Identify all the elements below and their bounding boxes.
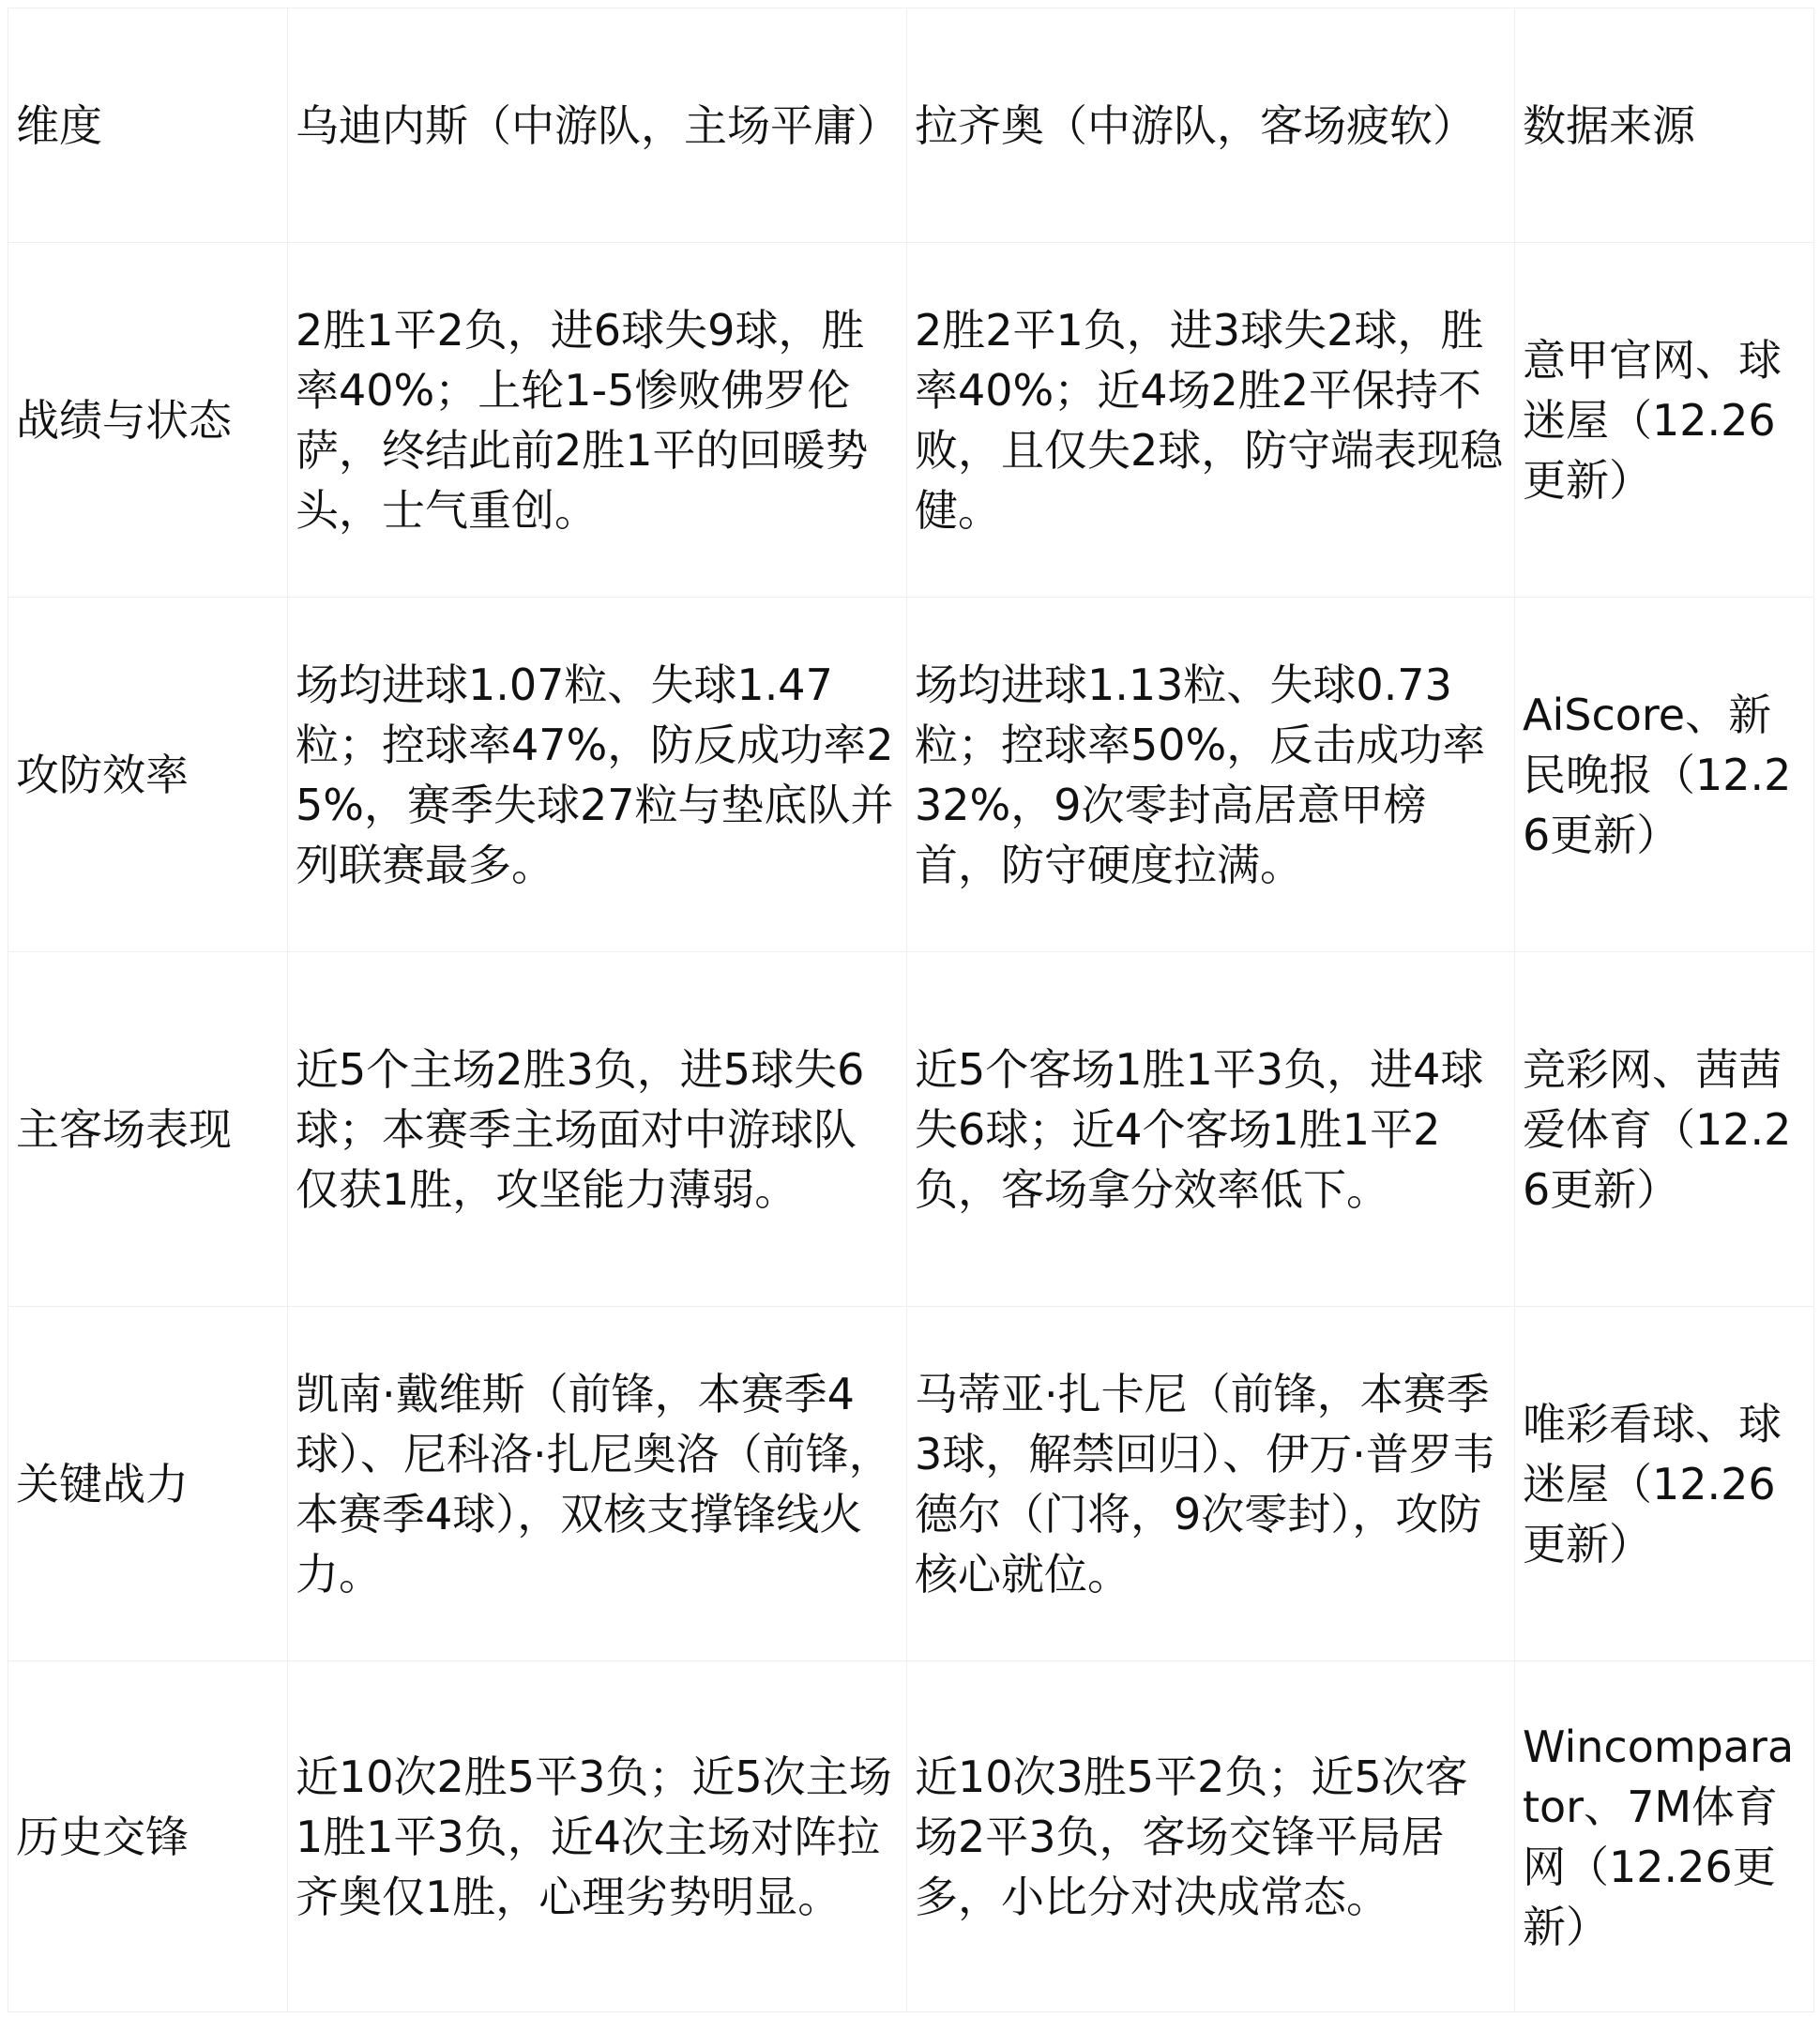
udinese-cell: 场均进球1.07粒、失球1.47粒；控球率47%，防反成功率25%，赛季失球27粒与垫底队并列联赛最多。 bbox=[288, 598, 907, 952]
lazio-cell: 近10次3胜5平2负；近5次客场2平3负，客场交锋平局居多，小比分对决成常态。 bbox=[907, 1661, 1515, 2012]
dimension-cell: 战绩与状态 bbox=[8, 243, 288, 598]
source-cell: Wincomparator、7M体育网（12.26更新） bbox=[1515, 1661, 1814, 2012]
source-cell: AiScore、新民晚报（12.26更新） bbox=[1515, 598, 1814, 952]
table-row bbox=[8, 1307, 1814, 1661]
lazio-cell: 场均进球1.13粒、失球0.73粒；控球率50%，反击成功率32%，9次零封高居意甲榜首，防守硬度拉满。 bbox=[907, 598, 1515, 952]
header-cell-lazio: 拉齐奥（中游队，客场疲软） bbox=[907, 8, 1515, 243]
table-row bbox=[8, 952, 1814, 1307]
lazio-cell: 近5个客场1胜1平3负，进4球失6球；近4个客场1胜1平2负，客场拿分效率低下。 bbox=[907, 952, 1515, 1307]
table-row bbox=[8, 598, 1814, 952]
table-row bbox=[8, 1661, 1814, 2012]
source-cell: 唯彩看球、球迷屋（12.26更新） bbox=[1515, 1307, 1814, 1661]
comparison-table-container bbox=[8, 8, 1813, 2011]
udinese-cell: 凯南·戴维斯（前锋，本赛季4球）、尼科洛·扎尼奥洛（前锋，本赛季4球），双核支撑锋线火力。 bbox=[288, 1307, 907, 1661]
source-cell: 竞彩网、茜茜爱体育（12.26更新） bbox=[1515, 952, 1814, 1307]
header-cell-source: 数据来源 bbox=[1515, 8, 1814, 243]
source-cell: 意甲官网、球迷屋（12.26更新） bbox=[1515, 243, 1814, 598]
udinese-cell: 近5个主场2胜3负，进5球失6球；本赛季主场面对中游球队仅获1胜，攻坚能力薄弱。 bbox=[288, 952, 907, 1307]
header-cell-udinese: 乌迪内斯（中游队，主场平庸） bbox=[288, 8, 907, 243]
dimension-cell: 历史交锋 bbox=[8, 1661, 288, 2012]
lazio-cell: 2胜2平1负，进3球失2球，胜率40%；近4场2胜2平保持不败，且仅失2球，防守端表现稳健。 bbox=[907, 243, 1515, 598]
lazio-cell: 马蒂亚·扎卡尼（前锋，本赛季3球，解禁回归）、伊万·普罗韦德尔（门将，9次零封），攻防核心就位。 bbox=[907, 1307, 1515, 1661]
header-cell-dimension: 维度 bbox=[8, 8, 288, 243]
dimension-cell: 关键战力 bbox=[8, 1307, 288, 1661]
dimension-cell: 攻防效率 bbox=[8, 598, 288, 952]
header-row bbox=[8, 8, 1814, 243]
dimension-cell: 主客场表现 bbox=[8, 952, 288, 1307]
udinese-cell: 近10次2胜5平3负；近5次主场1胜1平3负，近4次主场对阵拉齐奥仅1胜，心理劣势明显。 bbox=[288, 1661, 907, 2012]
table-row bbox=[8, 243, 1814, 598]
comparison-table bbox=[8, 8, 1814, 2012]
udinese-cell: 2胜1平2负，进6球失9球，胜率40%；上轮1-5惨败佛罗伦萨，终结此前2胜1平的回暖势头，士气重创。 bbox=[288, 243, 907, 598]
